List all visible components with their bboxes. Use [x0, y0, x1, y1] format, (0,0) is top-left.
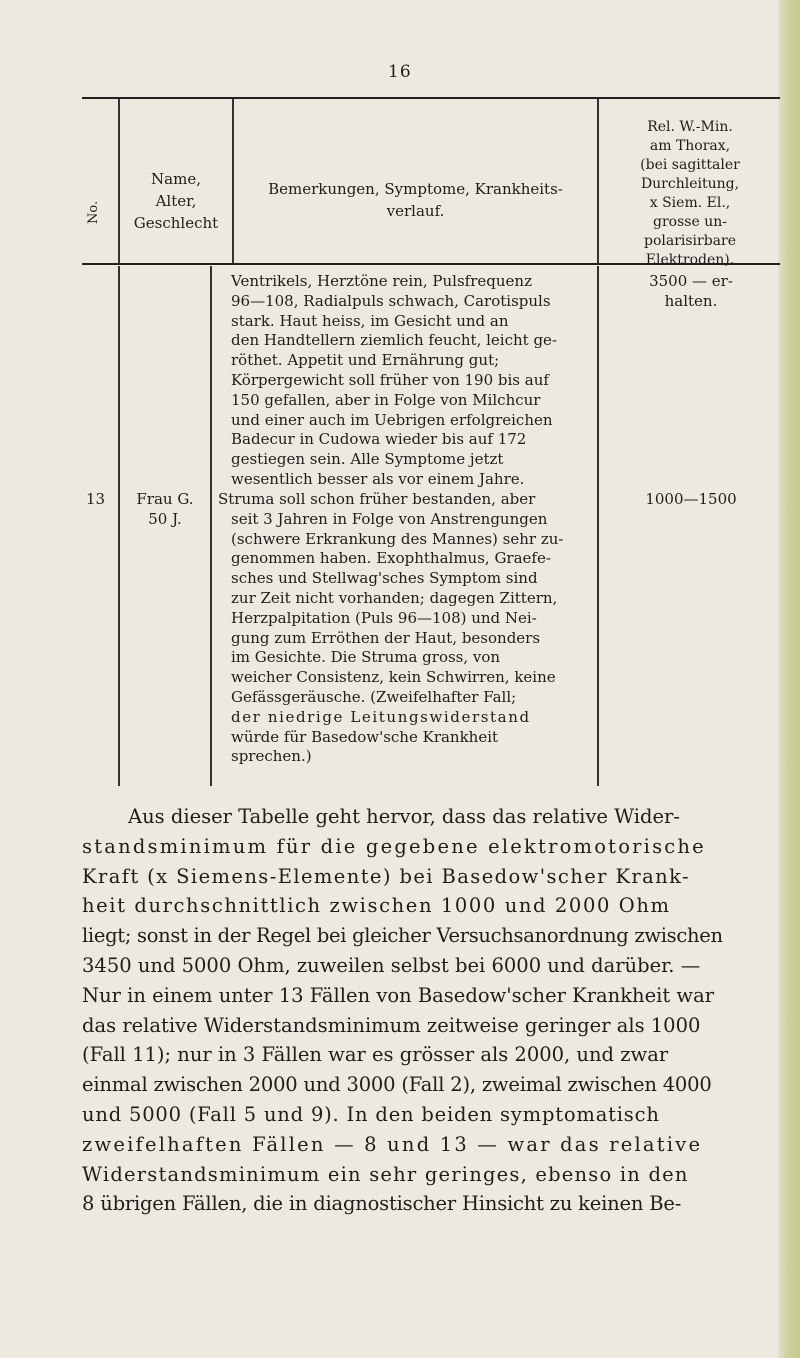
header-resistance-line: Durchleitung,	[640, 176, 740, 192]
remarks-line: gung zum Erröthen der Haut, besonders	[231, 628, 541, 647]
header-name	[120, 168, 232, 234]
remarks-line: Badecur in Cudowa wieder bis auf 172	[231, 430, 527, 449]
remarks-line: 150 gefallen, aber in Folge von Milchcur	[231, 390, 541, 409]
paragraph-line: Nur in einem unter 13 Fällen von Basedow'scher Krankheit war	[82, 983, 715, 1007]
paragraph-line: einmal zwischen 2000 und 3000 (Fall 2), zweimal zwischen 4000	[82, 1073, 712, 1097]
paragraph	[82, 802, 772, 1219]
paragraph-line: Aus dieser Tabelle geht hervor, dass das relative Wider-	[128, 805, 680, 828]
header-name-line: Alter,	[155, 192, 197, 210]
header-no: No.	[86, 200, 101, 224]
paragraph-line: 3450 und 5000 Ohm, zuweilen selbst bei 6000 und darüber. —	[82, 953, 701, 977]
header-resistance-line: polarisirbare	[643, 233, 737, 249]
paragraph-line: zweifelhaften Fällen — 8 und 13 — war das relative	[82, 1132, 703, 1156]
page-edge	[778, 0, 800, 1358]
name-line: 50 J.	[148, 509, 182, 528]
header-resistance	[600, 118, 780, 270]
remarks-line: gestiegen sein. Alle Symptome jetzt	[231, 450, 504, 469]
paragraph-line: (Fall 11); nur in 3 Fällen war es grösser als 2000, und zwar	[82, 1043, 669, 1067]
case-13-remarks	[218, 490, 594, 767]
remarks-line: sches und Stellwag'sches Symptom sind	[231, 569, 538, 588]
paragraph-line: 8 übrigen Fällen, die in diagnostischer Hinsicht zu keinen Be-	[82, 1192, 682, 1216]
remarks-line: 96—108, Radialpuls schwach, Carotispuls	[231, 291, 551, 310]
remarks-line: weicher Consistenz, kein Schwirren, keine	[231, 668, 556, 687]
remarks-line: der niedrige Leitungswiderstand	[231, 707, 531, 726]
remarks-line: würde für Basedow'sche Krankheit	[231, 727, 499, 746]
remarks-line: seit 3 Jahren in Folge von Anstrengungen	[231, 509, 548, 528]
paragraph-line: Kraft (x Siemens-Elemente) bei Basedow'scher Krank-	[82, 864, 690, 888]
case-13-name	[120, 490, 210, 530]
remarks-line: sprechen.)	[231, 747, 312, 766]
continuation-resistance	[602, 272, 780, 312]
continuation-remarks	[231, 272, 593, 490]
paragraph-line: Widerstandsminimum ein sehr geringes, ebenso in den	[82, 1162, 689, 1186]
table-top-rule	[82, 97, 780, 99]
remarks-line: stark. Haut heiss, im Gesicht und an	[231, 311, 509, 330]
paragraph-line: heit durchschnittlich zwischen 1000 und 2000 Ohm	[82, 894, 671, 918]
remarks-line: Gefässgeräusche. (Zweifelhafter Fall;	[231, 687, 517, 706]
remarks-line: (schwere Erkrankung des Mannes) sehr zu-	[231, 529, 564, 548]
header-remarks-line: Bemerkungen, Symptome, Krankheits-	[268, 180, 563, 198]
column-divider-3-body	[597, 266, 599, 786]
header-resistance-line: x Siem. El.,	[649, 195, 731, 211]
name-line: Frau G.	[136, 490, 194, 508]
header-name-line: Geschlecht	[133, 214, 219, 232]
page-number: 16	[388, 62, 412, 82]
paragraph-line: und 5000 (Fall 5 und 9). In den beiden symptomatisch	[82, 1102, 660, 1126]
header-resistance-line: grosse un-	[653, 214, 727, 230]
column-divider-3	[597, 99, 599, 263]
remarks-line: wesentlich besser als vor einem Jahre.	[231, 469, 525, 488]
case-13-number: 13	[86, 490, 106, 508]
remarks-line: den Handtellern ziemlich feucht, leicht ge-	[231, 331, 557, 350]
remarks-line: im Gesichte. Die Struma gross, von	[231, 648, 501, 667]
paragraph-line: das relative Widerstandsminimum zeitweise geringer als 1000	[82, 1013, 701, 1037]
remarks-line: Körpergewicht soll früher von 190 bis auf	[231, 370, 549, 389]
remarks-line: und einer auch im Uebrigen erfolgreichen	[231, 410, 553, 429]
case-13-resistance: 1000—1500	[645, 490, 737, 508]
remarks-line: Struma soll schon früher bestanden, aber	[218, 490, 536, 508]
paragraph-line: liegt; sonst in der Regel bei gleicher Versuchsanordnung zwischen	[82, 924, 723, 948]
header-name-line: Name,	[151, 170, 201, 188]
header-resistance-line: Rel. W.-Min.	[647, 119, 733, 135]
header-resistance-line: Elektroden).	[645, 252, 735, 268]
column-divider-2-body	[210, 266, 212, 786]
header-remarks-line: verlauf.	[386, 202, 445, 220]
resistance-line: halten.	[664, 291, 718, 310]
paragraph-line: standsminimum für die gegebene elektromotorische	[82, 834, 706, 858]
header-resistance-line: (bei sagittaler	[640, 157, 740, 173]
remarks-line: genommen haben. Exophthalmus, Graefe-	[231, 549, 551, 568]
header-resistance-line: am Thorax,	[649, 138, 731, 154]
resistance-line: 3500 — er-	[649, 272, 733, 290]
remarks-line: zur Zeit nicht vorhanden; dagegen Zittern,	[231, 588, 558, 607]
remarks-line: Ventrikels, Herztöne rein, Pulsfrequenz	[231, 272, 532, 290]
remarks-line: Herzpalpitation (Puls 96—108) und Nei-	[231, 608, 537, 627]
header-remarks	[234, 178, 597, 222]
remarks-line: röthet. Appetit und Ernährung gut;	[231, 351, 500, 370]
